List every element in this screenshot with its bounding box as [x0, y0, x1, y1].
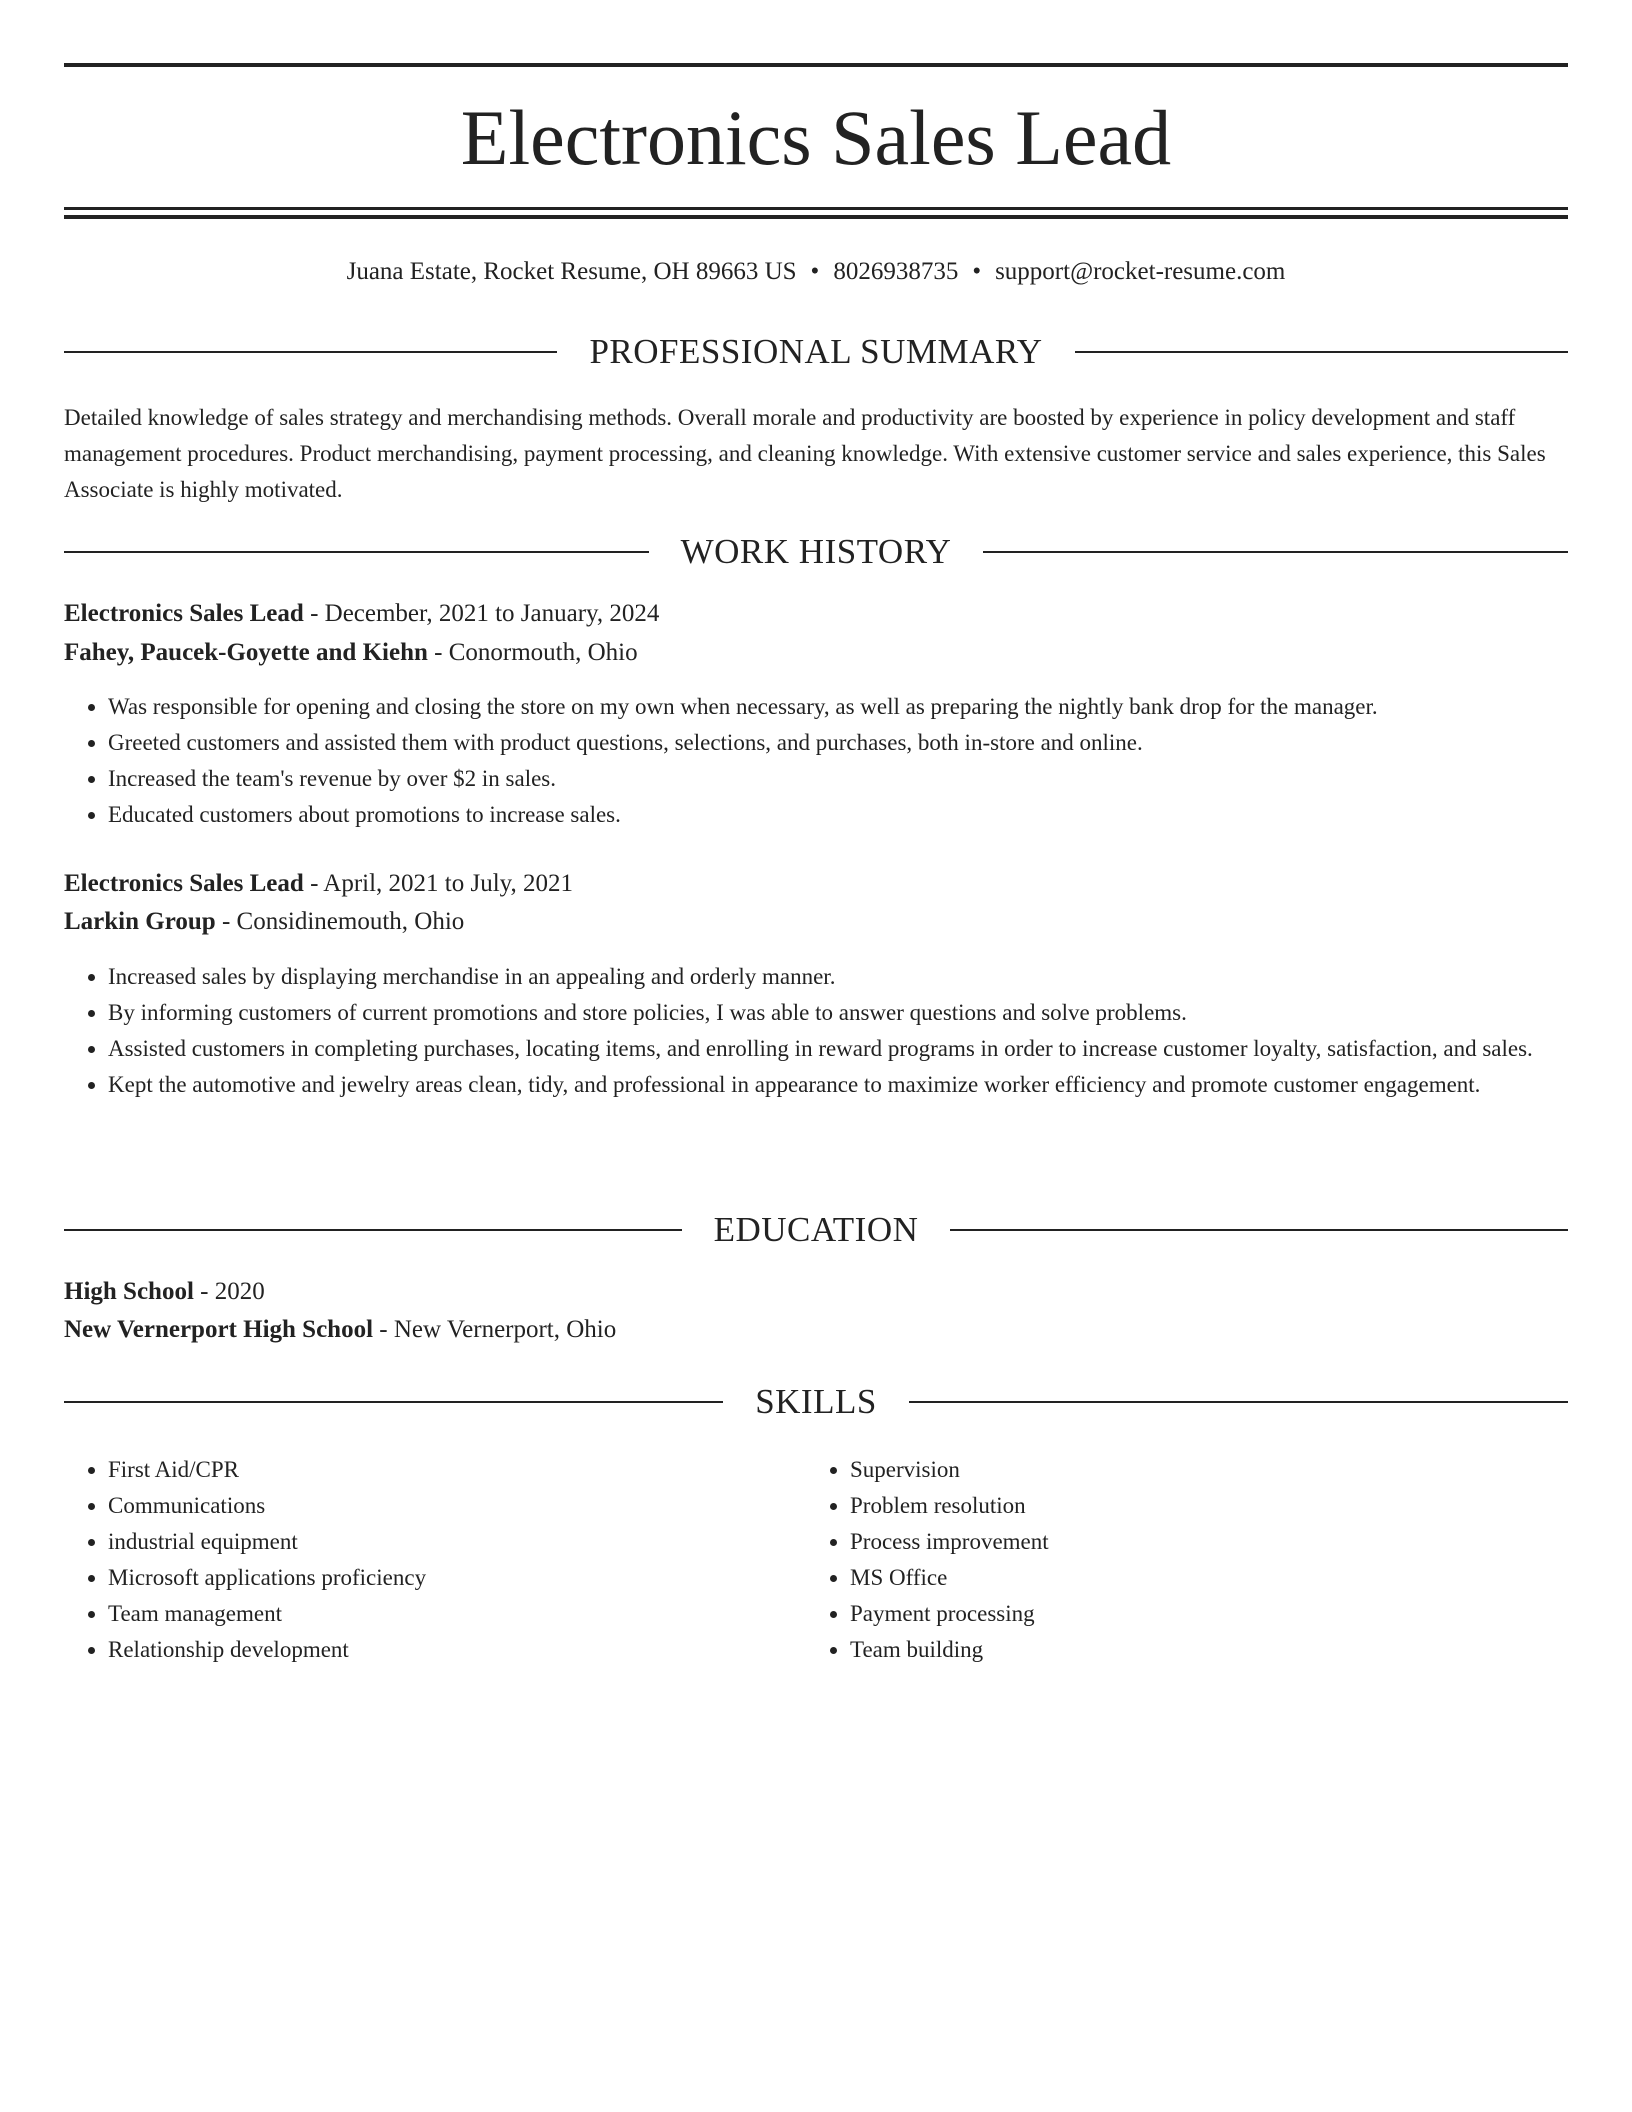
list-item: • First Aid/CPR [108, 1452, 806, 1488]
list-item: • MS Office [850, 1560, 1548, 1596]
list-item: • Communications [108, 1488, 806, 1524]
work-heading [64, 529, 1568, 575]
skills-columns [64, 1452, 1568, 1668]
job-2-company: Larkin Group [64, 908, 216, 935]
job-2-title: Electronics Sales Lead [64, 870, 304, 897]
summary-heading-title: PROFESSIONAL SUMMARY [589, 332, 1043, 371]
header-bottom-rule-thick [64, 215, 1568, 219]
job-1-company-line [64, 634, 1568, 672]
heading-rule [64, 1229, 682, 1231]
contact-address: Juana Estate, Rocket Resume, OH 89663 US [346, 258, 797, 285]
summary-heading [64, 329, 1568, 375]
job-1-title-line [64, 595, 1568, 633]
list-item: • Assisted customers in completing purchases, locating items, and enrolling in reward programs in order to increase customer loyalty, satisfaction, and sales. [108, 1031, 1568, 1067]
contact-separator: • [810, 258, 820, 285]
job-1-location: - Conormouth, Ohio [427, 639, 638, 666]
heading-rule [64, 351, 557, 353]
heading-rule [1075, 351, 1568, 353]
heading-rule [64, 551, 649, 553]
contact-line [64, 254, 1568, 290]
skills-heading-title: SKILLS [755, 1382, 877, 1421]
job-2-bullets [64, 959, 1568, 1103]
job-2-company-line [64, 903, 1568, 941]
skills-heading [64, 1379, 1568, 1425]
education-heading [64, 1207, 1568, 1253]
job-1-dates: - December, 2021 to January, 2024 [303, 600, 660, 627]
header-top-rule [64, 63, 1568, 67]
list-item: • Problem resolution [850, 1488, 1548, 1524]
job-1-title: Electronics Sales Lead [64, 600, 304, 627]
education-school: New Vernerport High School [64, 1316, 374, 1343]
education-location: - New Vernerport, Ohio [373, 1316, 617, 1343]
skills-left-list [64, 1452, 806, 1668]
list-item: • By informing customers of current promotions and store policies, I was able to answer questions and solve problems. [108, 995, 1568, 1031]
heading-rule [950, 1229, 1568, 1231]
job-2-location: - Considinemouth, Ohio [215, 908, 465, 935]
job-1-company: Fahey, Paucek-Goyette and Kiehn [64, 639, 428, 666]
education-school-line [64, 1311, 1568, 1349]
education-degree-line [64, 1273, 1568, 1311]
list-item: • Kept the automotive and jewelry areas clean, tidy, and professional in appearance to maximize worker efficiency and promote customer engagement. [108, 1067, 1568, 1103]
skills-right-list [806, 1452, 1548, 1668]
list-item: • Increased sales by displaying merchandise in an appealing and orderly manner. [108, 959, 1568, 995]
list-item: • Team building [850, 1632, 1548, 1668]
contact-phone: 8026938735 [833, 258, 959, 285]
list-item: • Greeted customers and assisted them with product questions, selections, and purchases, both in-store and online. [108, 725, 1568, 761]
work-heading-title: WORK HISTORY [680, 532, 952, 571]
heading-rule [909, 1401, 1568, 1403]
list-item: • Educated customers about promotions to increase sales. [108, 797, 1568, 833]
education-year: - 2020 [193, 1278, 265, 1305]
resume-name: Electronics Sales Lead [460, 94, 1172, 181]
contact-separator: • [972, 258, 982, 285]
list-item: • Team management [108, 1596, 806, 1632]
list-item: • Relationship development [108, 1632, 806, 1668]
job-2-title-line [64, 865, 1568, 903]
list-item: • Supervision [850, 1452, 1548, 1488]
list-item: • Was responsible for opening and closing the store on my own when necessary, as well as preparing the nightly bank drop for the manager. [108, 689, 1568, 725]
heading-rule [983, 551, 1568, 553]
heading-rule [64, 1401, 723, 1403]
education-degree: High School [64, 1278, 194, 1305]
list-item: • Microsoft applications proficiency [108, 1560, 806, 1596]
education-heading-title: EDUCATION [713, 1210, 919, 1249]
list-item: • Payment processing [850, 1596, 1548, 1632]
summary-text: Detailed knowledge of sales strategy and merchandising methods. Overall morale and productivity are boosted by experience in policy development and staff management procedures. Product merchandising, payment processing, and cleaning knowledge. With extensive customer service and sales experience, this Sales Associate is highly motivated. [64, 405, 1546, 502]
header-bottom-rule [64, 207, 1568, 210]
contact-email: support@rocket-resume.com [995, 258, 1286, 285]
list-item: • industrial equipment [108, 1524, 806, 1560]
job-2-dates: - April, 2021 to July, 2021 [303, 870, 574, 897]
job-1-bullets [64, 689, 1568, 833]
list-item: • Process improvement [850, 1524, 1548, 1560]
list-item: • Increased the team's revenue by over $2 in sales. [108, 761, 1568, 797]
